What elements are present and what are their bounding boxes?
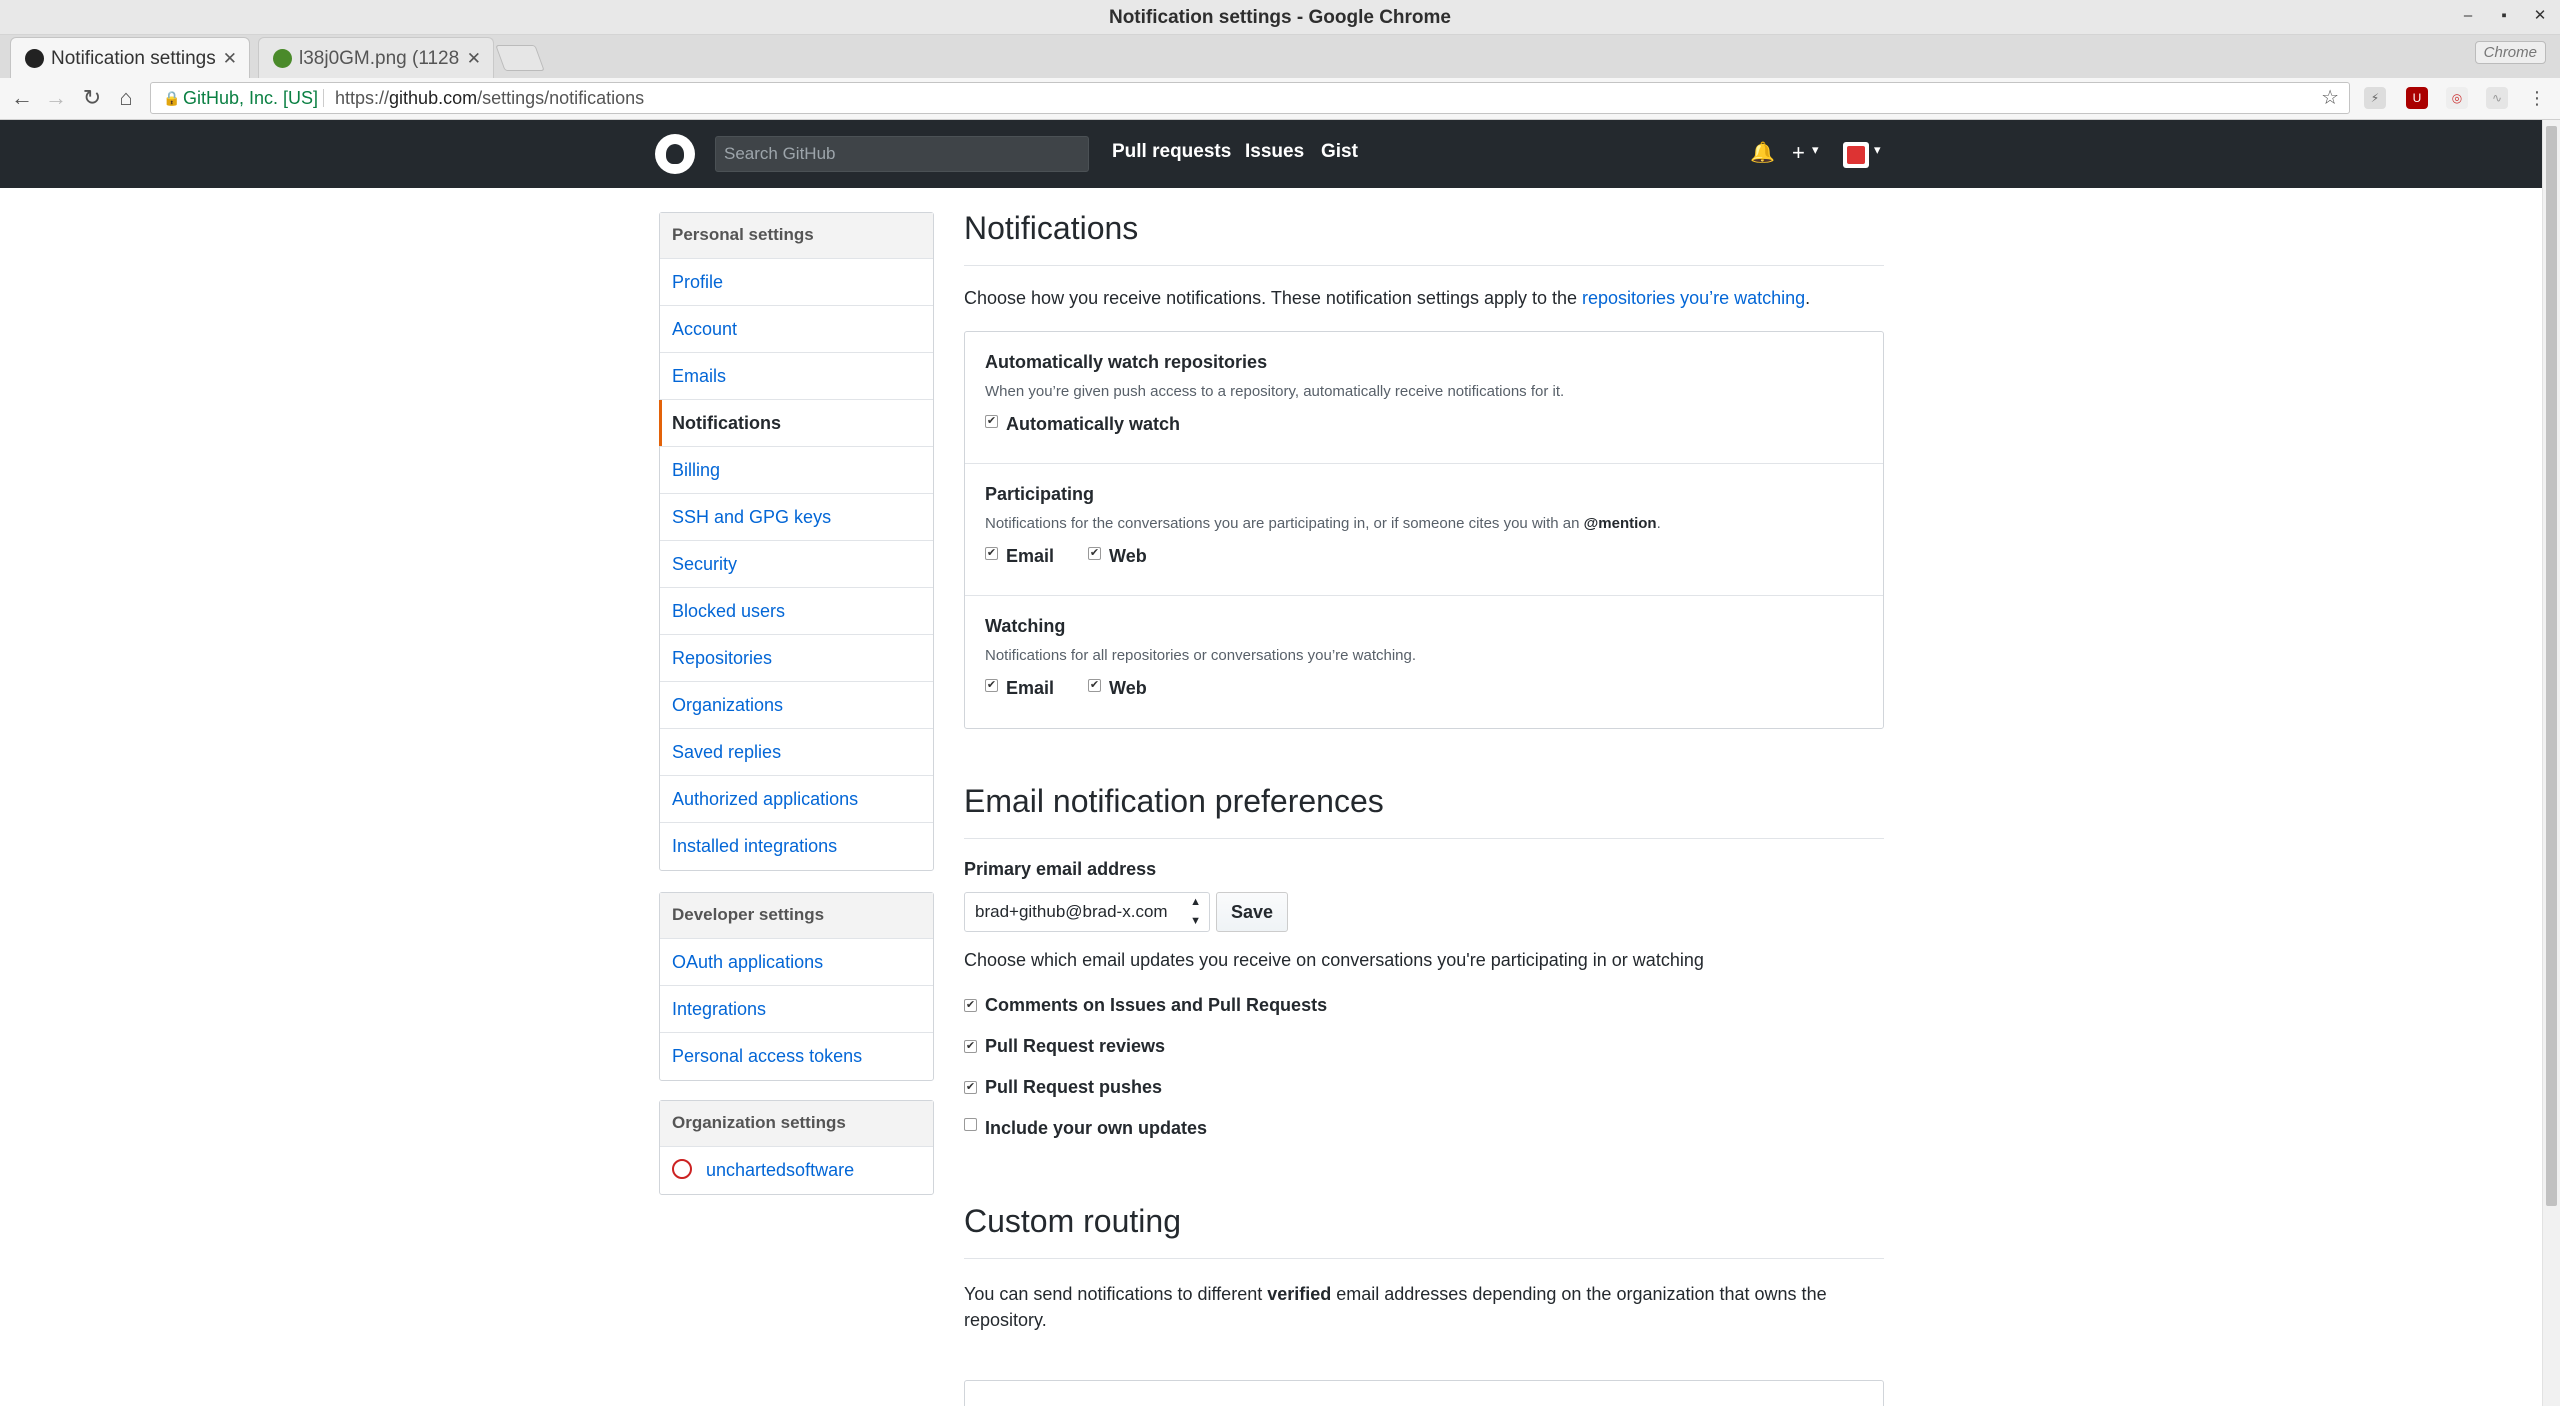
primary-email-select[interactable]: brad+github@brad-x.com ▲ ▼ bbox=[964, 892, 1210, 932]
main-content bbox=[964, 210, 1884, 1333]
org-avatar-icon bbox=[672, 1159, 692, 1179]
sidebar-item-integrations[interactable]: Integrations bbox=[660, 986, 933, 1033]
sidebar-item-org-unchartedsoftware[interactable] bbox=[660, 1147, 933, 1194]
ev-cert-label: GitHub, Inc. [US] bbox=[183, 88, 319, 108]
url-text: https://github.com/settings/notifications bbox=[335, 88, 645, 108]
lock-icon: 🔒 bbox=[163, 90, 181, 106]
watching-web-label: Web bbox=[1109, 678, 1147, 698]
avatar[interactable] bbox=[1843, 142, 1869, 168]
own-updates-label: Include your own updates bbox=[985, 1118, 1208, 1138]
custom-routing-box bbox=[964, 1380, 1884, 1406]
home-icon[interactable]: ⌂ bbox=[119, 85, 133, 110]
window-title: Notification settings - Google Chrome bbox=[1108, 7, 1451, 28]
extension-icon-3[interactable]: ◎ bbox=[2446, 87, 2468, 109]
plus-icon[interactable]: + bbox=[1792, 140, 1805, 165]
sidebar-item-repositories[interactable]: Repositories bbox=[660, 635, 933, 682]
developer-settings-heading: Developer settings bbox=[660, 893, 933, 939]
sidebar-item-emails[interactable]: Emails bbox=[660, 353, 933, 400]
sidebar-item-billing[interactable]: Billing bbox=[660, 447, 933, 494]
save-button[interactable]: Save bbox=[1216, 892, 1288, 932]
sidebar-item-profile[interactable]: Profile bbox=[660, 259, 933, 306]
participating-section bbox=[965, 464, 1883, 596]
pr-pushes-checkbox[interactable]: ✔ bbox=[965, 1081, 976, 1093]
sidebar-item-personal-access-tokens[interactable]: Personal access tokens bbox=[672, 1046, 863, 1066]
participating-web-checkbox[interactable]: ✔ bbox=[1089, 547, 1100, 559]
personal-settings-menu bbox=[659, 212, 934, 871]
select-arrows-icon: ▲ ▼ bbox=[1190, 896, 1201, 927]
extension-icon-1[interactable]: ⚡ bbox=[2364, 87, 2386, 109]
tab-label: l38j0GM.png (1128 bbox=[299, 48, 460, 69]
lead-text: Choose how you receive notifications. These notification settings apply to the repositories you’re watching. bbox=[964, 288, 1811, 308]
close-tab-icon[interactable]: ✕ bbox=[222, 49, 237, 68]
auto-watch-note: When you’re given push access to a repository, automatically receive notifications for it. bbox=[985, 383, 1565, 400]
chrome-profile-badge[interactable]: Chrome bbox=[2475, 41, 2546, 64]
bookmark-star-icon[interactable]: ☆ bbox=[2321, 87, 2339, 109]
sidebar-item-saved-replies[interactable]: Saved replies bbox=[660, 729, 933, 776]
email-updates-desc: Choose which email updates you receive on conversations you're participating in or watching bbox=[964, 950, 1704, 970]
ublock-extension-icon[interactable]: U bbox=[2406, 87, 2428, 109]
chevron-down-icon[interactable]: ▾ bbox=[1812, 142, 1819, 157]
page-title: Notifications bbox=[964, 210, 1884, 266]
organization-settings-heading: Organization settings bbox=[660, 1101, 933, 1147]
nav-gist[interactable]: Gist bbox=[1321, 141, 1358, 162]
new-tab-button[interactable] bbox=[495, 45, 544, 71]
sidebar-item-account[interactable]: Account bbox=[660, 306, 933, 353]
pr-pushes-label: Pull Request pushes bbox=[985, 1077, 1163, 1097]
watching-web-checkbox[interactable]: ✔ bbox=[1089, 679, 1100, 691]
watching-note: Notifications for all repositories or conversations you’re watching. bbox=[985, 647, 1417, 664]
sidebar-item-oauth-applications[interactable]: OAuth applications bbox=[660, 939, 933, 986]
minimize-icon[interactable]: – bbox=[2463, 7, 2473, 24]
tab-image[interactable] bbox=[258, 37, 494, 78]
github-logo-icon[interactable] bbox=[655, 134, 695, 174]
participating-email-label: Email bbox=[1006, 546, 1055, 566]
sidebar-item-ssh-gpg-keys[interactable]: SSH and GPG keys bbox=[660, 494, 933, 541]
close-tab-icon[interactable]: ✕ bbox=[466, 49, 481, 68]
developer-settings-menu bbox=[659, 892, 934, 1081]
auto-watch-section bbox=[965, 332, 1883, 464]
address-bar[interactable] bbox=[150, 82, 2350, 114]
auto-watch-checkbox[interactable]: ✔ bbox=[986, 415, 997, 427]
personal-settings-heading: Personal settings bbox=[660, 213, 933, 259]
sidebar-item-installed-integrations[interactable]: Installed integrations bbox=[672, 836, 838, 856]
nav-issues[interactable]: Issues bbox=[1245, 141, 1305, 162]
github-favicon-icon bbox=[25, 49, 44, 68]
comments-label: Comments on Issues and Pull Requests bbox=[985, 995, 1328, 1015]
browser-toolbar bbox=[0, 78, 2560, 120]
notification-settings-box bbox=[964, 331, 1884, 729]
window-titlebar bbox=[0, 0, 2560, 35]
participating-title: Participating bbox=[985, 484, 1095, 504]
participating-web-label: Web bbox=[1109, 546, 1147, 566]
tab-notification-settings[interactable] bbox=[10, 37, 250, 78]
watching-section bbox=[965, 596, 1883, 728]
pr-reviews-label: Pull Request reviews bbox=[985, 1036, 1166, 1056]
search-input[interactable]: Search GitHub bbox=[715, 136, 1089, 172]
repositories-watching-link[interactable]: repositories you’re watching bbox=[1582, 288, 1806, 308]
pr-reviews-checkbox[interactable]: ✔ bbox=[965, 1040, 976, 1052]
email-preferences-section bbox=[964, 783, 1884, 1139]
extension-icon-4[interactable]: ∿ bbox=[2486, 87, 2508, 109]
back-icon[interactable]: ← bbox=[11, 85, 33, 110]
image-favicon-icon bbox=[273, 49, 292, 68]
email-preferences-title: Email notification preferences bbox=[964, 783, 1884, 839]
tab-label: Notification settings bbox=[51, 48, 216, 69]
forward-icon[interactable]: → bbox=[45, 85, 67, 110]
maximize-icon[interactable]: ▪ bbox=[2501, 7, 2507, 24]
custom-routing-title: Custom routing bbox=[964, 1203, 1884, 1259]
window-controls bbox=[2460, 6, 2548, 26]
auto-watch-title: Automatically watch repositories bbox=[985, 352, 1268, 372]
watching-email-label: Email bbox=[1006, 678, 1055, 698]
tab-strip bbox=[0, 35, 2560, 78]
sidebar-item-security[interactable]: Security bbox=[660, 541, 933, 588]
sidebar-item-blocked-users[interactable]: Blocked users bbox=[660, 588, 933, 635]
organization-settings-menu bbox=[659, 1100, 934, 1195]
watching-email-checkbox[interactable]: ✔ bbox=[986, 679, 997, 691]
watching-title: Watching bbox=[985, 616, 1066, 636]
sidebar-item-organizations[interactable]: Organizations bbox=[660, 682, 933, 729]
sidebar-item-notifications[interactable]: Notifications bbox=[660, 400, 933, 447]
github-header bbox=[0, 120, 2542, 188]
chevron-down-icon[interactable]: ▾ bbox=[1874, 142, 1881, 157]
page-scrollbar[interactable] bbox=[2542, 120, 2560, 1406]
close-window-icon[interactable]: ✕ bbox=[2533, 7, 2547, 24]
scrollbar-thumb[interactable] bbox=[2546, 126, 2557, 1206]
org-name: unchartedsoftware bbox=[706, 1160, 855, 1180]
nav-pull-requests[interactable]: Pull requests bbox=[1112, 141, 1232, 162]
bell-icon[interactable]: 🔔 bbox=[1750, 142, 1775, 164]
custom-routing-section bbox=[964, 1203, 1884, 1333]
custom-routing-desc: You can send notifications to different verified email addresses depending on the organization that owns the repository. bbox=[964, 1284, 1827, 1330]
own-updates-checkbox[interactable] bbox=[964, 1118, 977, 1131]
comments-checkbox[interactable]: ✔ bbox=[965, 999, 976, 1011]
auto-watch-label: Automatically watch bbox=[1006, 414, 1181, 434]
reload-icon[interactable]: ↻ bbox=[82, 85, 102, 110]
participating-email-checkbox[interactable]: ✔ bbox=[986, 547, 997, 559]
participating-note: Notifications for the conversations you are participating in, or if someone cites you with an @mention. bbox=[985, 515, 1661, 532]
sidebar-item-authorized-applications[interactable]: Authorized applications bbox=[660, 776, 933, 823]
chrome-menu-icon[interactable]: ⋮ bbox=[2528, 88, 2546, 108]
primary-email-label: Primary email address bbox=[964, 859, 1157, 879]
